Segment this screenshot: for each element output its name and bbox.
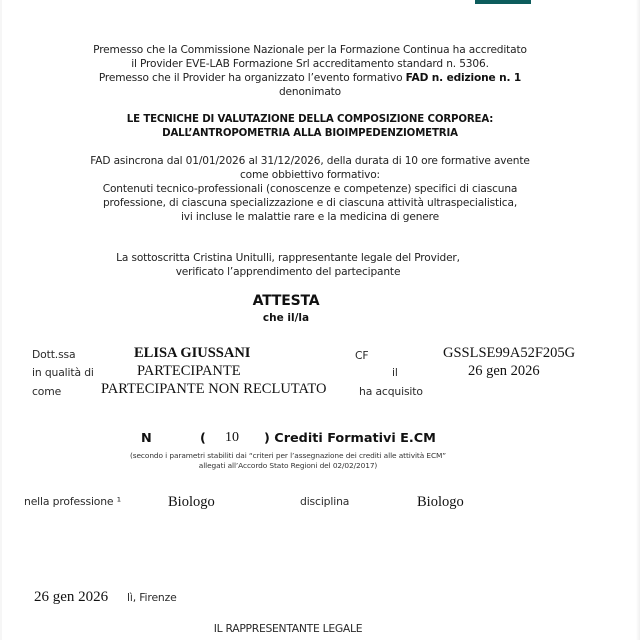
credits-label: ) Crediti Formativi E.CM (264, 431, 436, 446)
credits-note (0, 451, 576, 471)
event-title-line-2: DALL’ANTROPOMETRIA ALLA BIOIMPEDENZIOMETRIA (162, 128, 458, 139)
event-desc-line-4: professione, di ciascuna specializzazione e di ciascuna attività ultraspecialistica, (102, 197, 518, 209)
signatory-line-1: La sottoscritta Cristina Unitulli, rappresentante legale del Provider, (116, 252, 460, 264)
birth-date-value: 26 gen 2026 (468, 363, 540, 379)
cf-value: GSSLSE99A52F205G (443, 345, 576, 361)
page-edge-right (636, 0, 640, 640)
profession-value: Biologo (168, 494, 215, 510)
credits-open-paren: ( (200, 431, 206, 446)
date-label: il (392, 366, 398, 379)
intro-line-2: il Provider EVE-LAB Formazione Srl accreditamento standard n. 5306. (131, 58, 489, 70)
place-label: lì, Firenze (127, 591, 177, 604)
intro-line-3-text: Premesso che il Provider ha organizzato l’evento formativo (98, 72, 406, 84)
intro-paragraph (0, 43, 620, 99)
event-code: FAD n. edizione n. 1 (405, 72, 522, 84)
event-desc-line-3: Contenuti tecnico-professionali (conoscenze e competenze) specifici di ciascuna (102, 183, 518, 195)
signatory-line-2: verificato l’apprendimento del partecipante (175, 266, 401, 278)
attesta-heading: ATTESTA (252, 293, 320, 309)
discipline-value: Biologo (417, 494, 464, 510)
credits-value: 10 (225, 430, 239, 445)
as-value: PARTECIPANTE NON RECLUTATO (101, 381, 327, 397)
event-desc-line-1: FAD asincrona dal 01/01/2026 al 31/12/2026, della durata di 10 ore formative avente (90, 155, 530, 167)
role-value: PARTECIPANTE (137, 363, 241, 379)
profession-label: nella professione ¹ (24, 495, 121, 508)
intro-line-4: denonimato (278, 86, 342, 98)
title-label: Dott.ssa (32, 348, 76, 361)
participant-name: ELISA GIUSSANI (134, 345, 251, 361)
intro-line-1: Premesso che la Commissione Nazionale per la Formazione Continua ha accreditato (93, 44, 527, 56)
discipline-label: disciplina (300, 495, 350, 508)
issue-date-value: 26 gen 2026 (34, 589, 109, 605)
signature-label: IL RAPPRESENTANTE LEGALE (213, 622, 363, 635)
event-title (0, 113, 620, 141)
credits-n-label: N (141, 431, 152, 446)
attesta-subheading: che il/la (262, 312, 310, 324)
role-label: in qualità di (32, 366, 94, 379)
intro-line-3 (0, 71, 620, 85)
event-desc-line-5: ivi incluse le malattie rare e la medicina di genere (180, 211, 440, 223)
credits-note-line-1: (secondo i parametri stabiliti dai “criteri per l’assegnazione dei crediti alle attività ECM” (129, 451, 447, 460)
event-title-line-1: LE TECNICHE DI VALUTAZIONE DELLA COMPOSIZIONE CORPOREA: (126, 114, 494, 125)
credits-note-line-2: allegati all’Accordo Stato Regioni del 02/02/2017) (198, 461, 378, 470)
event-description (0, 154, 620, 224)
header-accent-bar (475, 0, 531, 4)
signatory-statement (0, 251, 576, 279)
as-label: come (32, 385, 62, 398)
cf-label: CF (355, 349, 369, 362)
acquired-label: ha acquisito (359, 385, 423, 398)
event-desc-line-2: come obbiettivo formativo: (240, 169, 380, 181)
